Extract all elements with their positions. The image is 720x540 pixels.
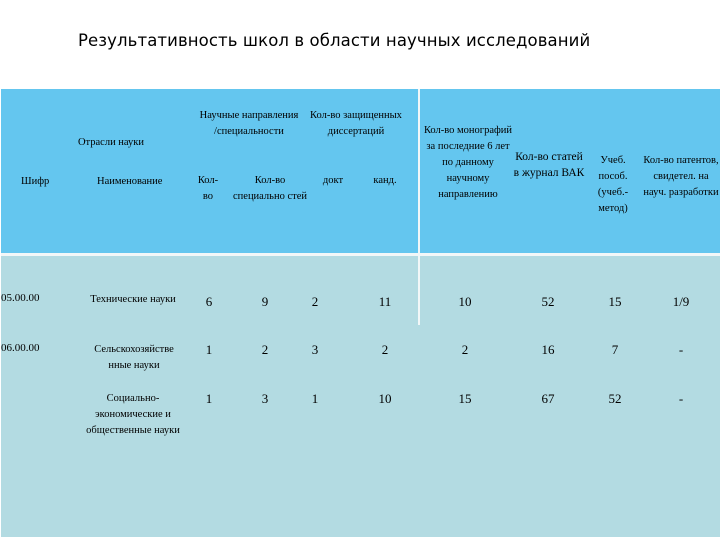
subheader-code: Шифр bbox=[21, 176, 50, 187]
row-articles: 67 bbox=[541, 391, 555, 406]
row-doct: 2 bbox=[311, 294, 319, 309]
page-title: Результативность школ в области научных исследований bbox=[78, 31, 591, 50]
row-doct: 1 bbox=[311, 391, 319, 406]
row-name: Социально-экономические и общественные науки bbox=[86, 393, 180, 436]
row-cand: 11 bbox=[378, 294, 392, 309]
row-cand: 2 bbox=[381, 342, 389, 357]
row-textbooks: 52 bbox=[608, 391, 622, 406]
row-name: Сельскохозяйстве нные науки bbox=[94, 344, 174, 371]
subheader-specialties: Кол-во специально стей bbox=[233, 175, 307, 202]
row-name: Технические науки bbox=[90, 294, 176, 305]
header-dissertations: Кол-во защищенных диссертаций bbox=[310, 110, 402, 137]
row-textbooks: 7 bbox=[611, 342, 619, 357]
row-articles: 16 bbox=[541, 342, 555, 357]
row-doct: 3 bbox=[311, 342, 319, 357]
row-patents: 1/9 bbox=[672, 294, 690, 309]
header-monographs: Кол-во монографий за последние 6 лет по данному научному направлению bbox=[423, 125, 513, 200]
results-table bbox=[1, 89, 720, 537]
subheader-doct: докт bbox=[322, 175, 344, 186]
row-specialties: 2 bbox=[261, 342, 269, 357]
row-patents: - bbox=[678, 391, 684, 406]
header-patents: Кол-во патентов, свидетел. на науч. разработки bbox=[643, 155, 719, 198]
subheader-count: Кол-во bbox=[197, 175, 219, 202]
row-monographs: 10 bbox=[458, 294, 472, 309]
subheader-name: Наименование bbox=[97, 176, 163, 187]
row-count: 1 bbox=[205, 342, 213, 357]
subheader-cand: канд. bbox=[373, 175, 397, 186]
header-articles: Кол-во статей в журнал ВАК bbox=[513, 151, 585, 179]
row-monographs: 15 bbox=[458, 391, 472, 406]
row-textbooks: 15 bbox=[608, 294, 622, 309]
row-specialties: 9 bbox=[261, 294, 269, 309]
row-count: 6 bbox=[205, 294, 213, 309]
row-specialties: 3 bbox=[261, 391, 269, 406]
header-divider bbox=[1, 253, 720, 256]
header-directions: Научные направления /специальности bbox=[199, 110, 299, 137]
row-code: 06.00.00 bbox=[1, 342, 40, 354]
row-patents: - bbox=[678, 342, 684, 357]
header-fields: Отрасли науки bbox=[77, 137, 145, 148]
header-textbooks: Учеб. пособ. (учеб.-метод) bbox=[597, 155, 629, 214]
row-cand: 10 bbox=[378, 391, 392, 406]
row-articles: 52 bbox=[541, 294, 555, 309]
row-count: 1 bbox=[205, 391, 213, 406]
row-monographs: 2 bbox=[461, 342, 469, 357]
row-code: 05.00.00 bbox=[1, 292, 40, 304]
column-divider bbox=[418, 89, 420, 325]
